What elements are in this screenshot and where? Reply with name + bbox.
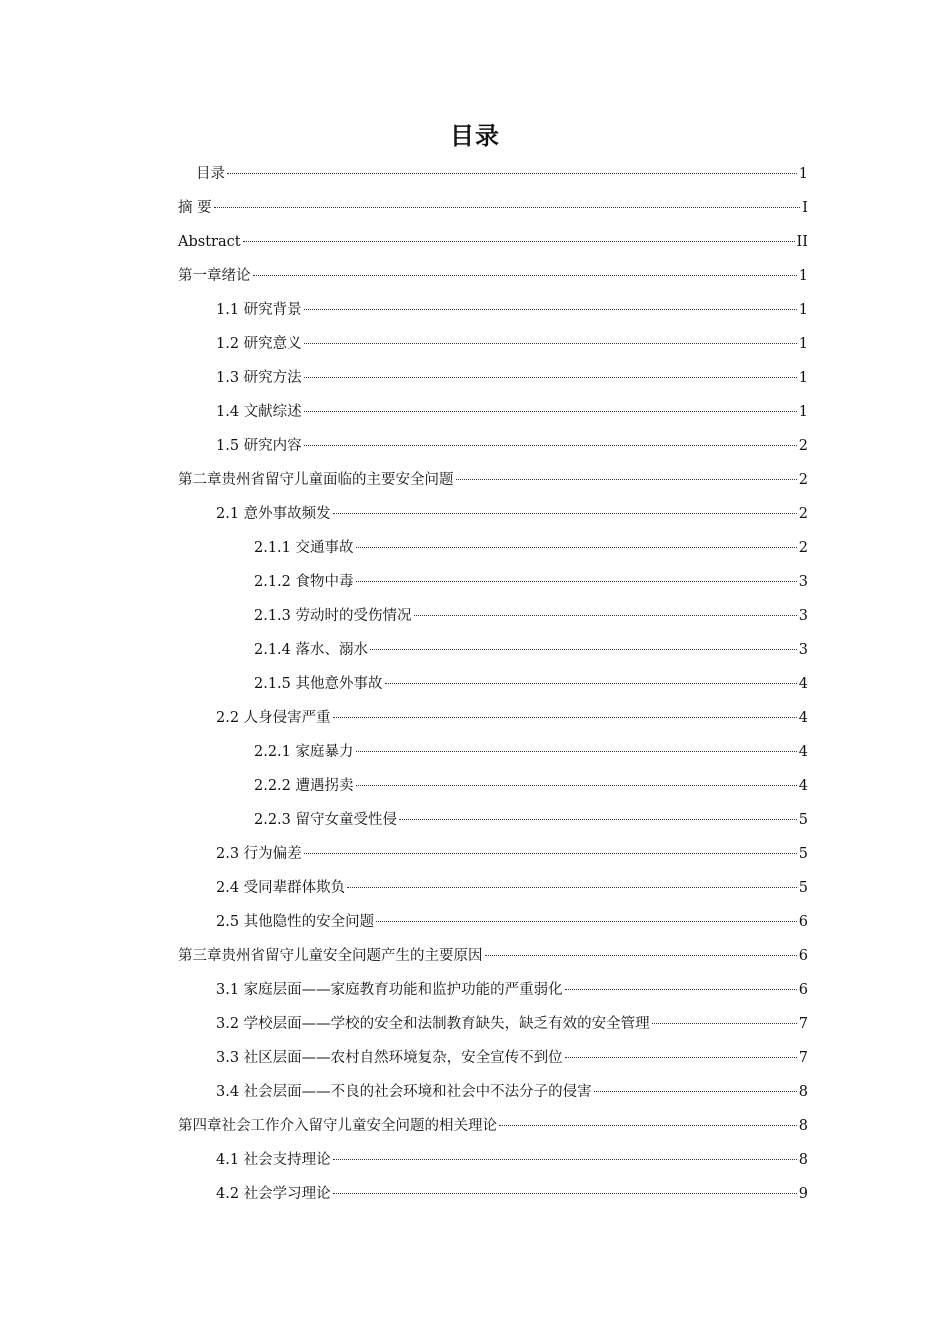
toc-page-number: 7 — [798, 1016, 808, 1032]
toc-entry-text: 4.2 社会学习理论 — [216, 1186, 331, 1202]
toc-page-number: 4 — [798, 676, 808, 692]
dot-leader — [370, 648, 797, 650]
toc-page-number: 2 — [798, 438, 808, 454]
toc-entry-text: 2.2.1 家庭暴力 — [254, 744, 354, 760]
toc-entry[interactable] — [178, 225, 808, 259]
toc-entry-text: 4.1 社会支持理论 — [216, 1152, 331, 1168]
toc-entry[interactable] — [178, 667, 808, 701]
toc-entry-text: 1.4 文献综述 — [216, 404, 302, 420]
toc-entry-text: 2.1.5 其他意外事故 — [254, 676, 383, 692]
toc-entry[interactable] — [178, 735, 808, 769]
toc-entry-text: 3.2 学校层面——学校的安全和法制教育缺失，缺乏有效的安全管理 — [216, 1016, 650, 1032]
toc-entry[interactable] — [178, 429, 808, 463]
toc-page-number: II — [796, 234, 808, 250]
dot-leader — [485, 954, 797, 956]
toc-entry[interactable] — [178, 837, 808, 871]
toc-entry[interactable] — [178, 565, 808, 599]
dot-leader — [304, 342, 797, 344]
toc-entry-text: 目录 — [196, 166, 225, 182]
toc-page-number: 3 — [798, 608, 808, 624]
toc-page-number: 4 — [798, 778, 808, 794]
dot-leader — [304, 444, 797, 446]
toc-entry-text: 3.4 社会层面——不良的社会环境和社会中不法分子的侵害 — [216, 1084, 592, 1100]
toc-page-number: 8 — [798, 1152, 808, 1168]
toc-list — [178, 157, 808, 1211]
toc-page-number: 2 — [798, 506, 808, 522]
toc-entry-text: 2.5 其他隐性的安全问题 — [216, 914, 375, 930]
toc-entry[interactable] — [178, 973, 808, 1007]
dot-leader — [652, 1022, 797, 1024]
dot-leader — [356, 580, 797, 582]
toc-entry[interactable] — [178, 1177, 808, 1211]
toc-entry-text: 2.2.2 遭遇拐卖 — [254, 778, 354, 794]
toc-page-number: 1 — [798, 370, 808, 386]
toc-entry-text: 2.1.1 交通事故 — [254, 540, 354, 556]
toc-entry[interactable] — [178, 157, 808, 191]
dot-leader — [499, 1124, 797, 1126]
toc-entry-text: 2.1.2 食物中毒 — [254, 574, 354, 590]
toc-page-number: 1 — [798, 404, 808, 420]
dot-leader — [594, 1090, 797, 1092]
dot-leader — [565, 1056, 797, 1058]
toc-entry[interactable] — [178, 633, 808, 667]
dot-leader — [243, 240, 795, 242]
toc-page-number: 5 — [798, 880, 808, 896]
toc-entry-text: 第二章贵州省留守儿童面临的主要安全问题 — [178, 472, 454, 488]
toc-page-number: 1 — [798, 268, 808, 284]
toc-entry[interactable] — [178, 395, 808, 429]
toc-entry[interactable] — [178, 293, 808, 327]
toc-entry-text: 3.3 社区层面——农村自然环境复杂，安全宣传不到位 — [216, 1050, 563, 1066]
toc-page-number: 4 — [798, 710, 808, 726]
toc-entry-text: 1.3 研究方法 — [216, 370, 302, 386]
dot-leader — [385, 682, 797, 684]
dot-leader — [304, 376, 797, 378]
toc-page-number: 2 — [798, 472, 808, 488]
dot-leader — [399, 818, 797, 820]
dot-leader — [376, 920, 797, 922]
toc-entry[interactable] — [178, 463, 808, 497]
toc-page-number: 3 — [798, 574, 808, 590]
toc-entry-text: 1.1 研究背景 — [216, 302, 302, 318]
dot-leader — [565, 988, 797, 990]
toc-page-number: 9 — [798, 1186, 808, 1202]
toc-page-number: 6 — [798, 948, 808, 964]
toc-entry[interactable] — [178, 497, 808, 531]
toc-page-number: 1 — [798, 166, 808, 182]
dot-leader — [356, 546, 797, 548]
toc-page-number: 1 — [798, 302, 808, 318]
toc-entry-text: 第四章社会工作介入留守儿童安全问题的相关理论 — [178, 1118, 497, 1134]
toc-entry-text: 2.1 意外事故频发 — [216, 506, 331, 522]
toc-title: 目录 — [450, 122, 500, 150]
dot-leader — [214, 206, 801, 208]
toc-page-number: 5 — [798, 812, 808, 828]
dot-leader — [304, 852, 797, 854]
dot-leader — [456, 478, 797, 480]
toc-entry-text: 2.2.3 留守女童受性侵 — [254, 812, 398, 828]
toc-entry-text: 3.1 家庭层面——家庭教育功能和监护功能的严重弱化 — [216, 982, 563, 998]
toc-page-number: 2 — [798, 540, 808, 556]
toc-page-number: 3 — [798, 642, 808, 658]
toc-entry-text: 摘 要 — [178, 200, 212, 216]
toc-entry[interactable] — [178, 769, 808, 803]
toc-entry-text: 2.4 受同辈群体欺负 — [216, 880, 346, 896]
toc-page-number: 7 — [798, 1050, 808, 1066]
toc-entry[interactable] — [178, 259, 808, 293]
toc-page-number: 4 — [798, 744, 808, 760]
dot-leader — [304, 410, 797, 412]
toc-entry[interactable] — [178, 871, 808, 905]
dot-leader — [347, 886, 797, 888]
toc-page-number: 5 — [798, 846, 808, 862]
toc-entry-text: 2.1.3 劳动时的受伤情况 — [254, 608, 412, 624]
toc-entry[interactable] — [178, 1109, 808, 1143]
toc-entry[interactable] — [178, 1007, 808, 1041]
toc-entry[interactable] — [178, 939, 808, 973]
toc-entry[interactable] — [178, 531, 808, 565]
dot-leader — [333, 512, 797, 514]
toc-entry-text: Abstract — [178, 234, 241, 250]
toc-entry[interactable] — [178, 1041, 808, 1075]
toc-page-number: 6 — [798, 982, 808, 998]
toc-entry-text: 1.2 研究意义 — [216, 336, 302, 352]
toc-page-number: 8 — [798, 1084, 808, 1100]
toc-page-number: I — [802, 200, 808, 216]
toc-entry[interactable] — [178, 361, 808, 395]
dot-leader — [253, 274, 797, 276]
toc-entry-text: 1.5 研究内容 — [216, 438, 302, 454]
toc-entry-text: 2.2 人身侵害严重 — [216, 710, 331, 726]
dot-leader — [356, 784, 797, 786]
toc-entry[interactable] — [178, 1143, 808, 1177]
toc-entry[interactable] — [178, 701, 808, 735]
toc-entry-text: 第三章贵州省留守儿童安全问题产生的主要原因 — [178, 948, 483, 964]
dot-leader — [227, 172, 797, 174]
dot-leader — [333, 1158, 797, 1160]
toc-entry-text: 2.1.4 落水、溺水 — [254, 642, 369, 658]
toc-entry[interactable] — [178, 1075, 808, 1109]
toc-page-number: 1 — [798, 336, 808, 352]
dot-leader — [414, 614, 797, 616]
dot-leader — [333, 1192, 797, 1194]
dot-leader — [356, 750, 797, 752]
toc-page-number: 6 — [798, 914, 808, 930]
toc-entry-text: 第一章绪论 — [178, 268, 251, 284]
toc-page-number: 8 — [798, 1118, 808, 1134]
dot-leader — [333, 716, 797, 718]
toc-entry[interactable] — [178, 803, 808, 837]
toc-entry[interactable] — [178, 905, 808, 939]
dot-leader — [304, 308, 797, 310]
toc-entry[interactable] — [178, 327, 808, 361]
toc-entry[interactable] — [178, 191, 808, 225]
toc-entry[interactable] — [178, 599, 808, 633]
toc-entry-text: 2.3 行为偏差 — [216, 846, 302, 862]
